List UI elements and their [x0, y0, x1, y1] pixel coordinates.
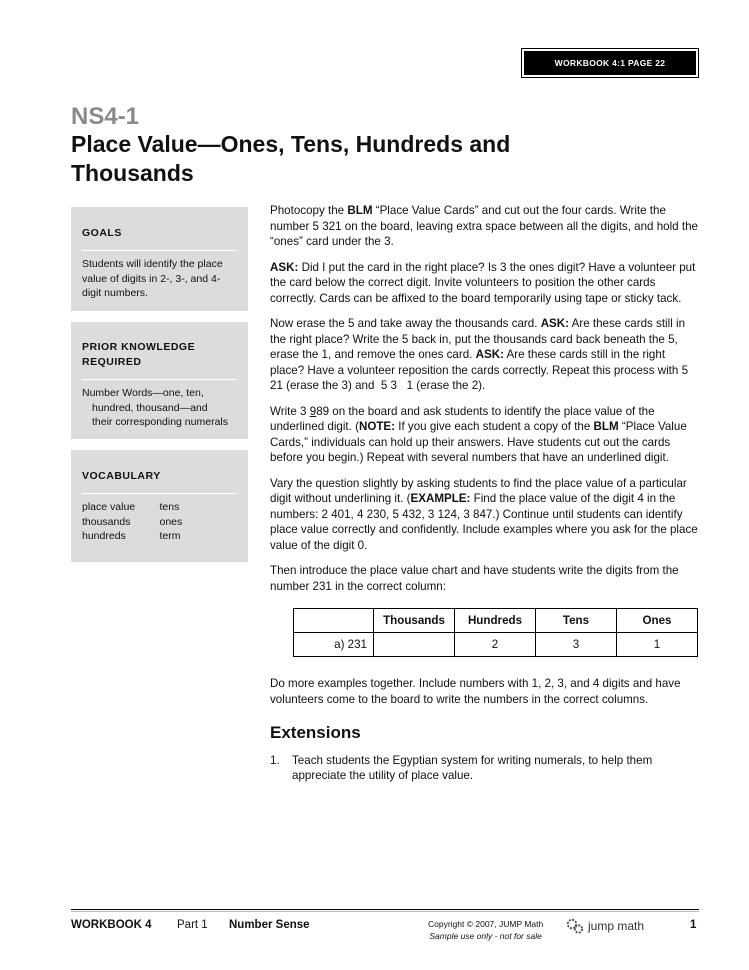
footer-part: Part 1 [177, 919, 208, 931]
jump-math-logo [566, 917, 644, 935]
prior-heading-line-1: PRIOR KNOWLEDGE [82, 341, 196, 353]
extension-item-text: Teach students the Egyptian system for writing numerals, to help them appreciate the utility of place value. [292, 753, 653, 782]
vocabulary-heading: VOCABULARY [82, 469, 237, 494]
main-content [270, 203, 702, 784]
table-row [294, 633, 698, 657]
vocab-term: thousands [82, 515, 131, 528]
sample-use-line: Sample use only - not for sale [429, 931, 542, 941]
logo-text: jump math [588, 919, 645, 933]
place-value-table [293, 608, 698, 657]
gear-logo-icon [566, 917, 584, 935]
paragraph-place-value-chart: Then introduce the place value chart and have students write the digits from the number 231 in the correct column: [270, 564, 679, 593]
vocab-term: tens [159, 501, 180, 513]
footer-divider [71, 909, 699, 910]
prior-knowledge-heading [82, 340, 237, 380]
footer-workbook: WORKBOOK 4 [71, 919, 152, 931]
table-header-cell: Thousands [374, 609, 455, 633]
extensions-heading: Extensions [270, 723, 361, 742]
workbook-page-label: WORKBOOK 4:1 PAGE 22 [524, 51, 696, 75]
workbook-page-badge [521, 48, 699, 78]
copyright-line: Copyright © 2007, JUMP Math [428, 919, 544, 929]
vocab-term: hundreds [82, 530, 126, 542]
table-cell [374, 633, 455, 657]
paragraph-erase: Now erase the 5 and take away the thousands card. ASK: Are these cards still in the right place? Write the 5 back in, put the thousands card back beneath the 5, erase the 1, and remove the ones card. ASK: Are these cards still in the right place? Have a volunteer reposition the cards correctly. Repeat this process with 5 21 (erase the 3) and 5 3 1 (erase the 2). [270, 317, 698, 392]
footer-divider-secondary [71, 911, 699, 912]
extension-item [270, 753, 702, 784]
lesson-code: NS4-1 [71, 103, 140, 130]
lesson-title: Place Value—Ones, Tens, Hundreds and Thousands [71, 131, 511, 186]
prior-line-2: hundred, thousand—and [92, 401, 208, 414]
prior-line-1: Number Words—one, ten, [82, 387, 204, 399]
vocab-term: term [159, 530, 181, 542]
goals-heading: GOALS [82, 226, 237, 251]
vocabulary-column-2 [160, 500, 238, 544]
table-cell: 3 [536, 633, 617, 657]
vocab-term: place value [82, 501, 136, 513]
prior-heading-line-2: REQUIRED [82, 356, 142, 368]
footer-copyright [428, 918, 543, 942]
paragraph-photocopy: Photocopy the BLM “Place Value Cards” and cut out the four cards. Write the number 5 321 on the board, leaving extra space between all the digits, and hold the “ones” card under the 3. [270, 204, 698, 248]
prior-knowledge-box [71, 322, 248, 439]
prior-line-3: their corresponding numerals [92, 416, 228, 428]
footer-section: Number Sense [229, 919, 310, 931]
vocab-term: ones [159, 515, 183, 528]
vocabulary-column-1 [82, 500, 160, 544]
paragraph-ask-card: ASK: Did I put the card in the right place? Is 3 the ones digit? Have a volunteer put the card below the correct digit. Invite volunteers to position the other cards correctly. Cards can be affixed to the board temporarily using tape or sticky tack. [270, 260, 696, 305]
table-header-cell: Tens [536, 609, 617, 633]
table-cell: a) 231 [294, 633, 374, 657]
paragraph-more-examples: Do more examples together. Include numbers with 1, 2, 3, and 4 digits and have volunteers come to the board to write the numbers in the correct columns. [270, 677, 681, 706]
page-number: 1 [690, 919, 697, 931]
table-header-row [294, 609, 698, 633]
table-cell: 2 [455, 633, 536, 657]
paragraph-vary-question: Vary the question slightly by asking students to find the place value of a particular digit without underlining it. (EXAMPLE: Find the place value of the digit 4 in the numbers: 2 401, 4 230, 5 432, 3 124, 3 847.) Continue until students can identify place value correctly and confidently. Include examples where you ask for the place value of the digit 0. [270, 476, 698, 552]
goals-text: Students will identify the place value of digits in 2-, 3-, and 4-digit numbers. [82, 258, 223, 299]
goals-box [71, 207, 248, 311]
table-header-cell: Ones [617, 609, 698, 633]
vocabulary-list [82, 494, 237, 544]
table-header-cell: Hundreds [455, 609, 536, 633]
paragraph-underlined-digit: Write 3 989 on the board and ask students to identify the place value of the underlined digit. (NOTE: If you give each student a copy of the BLM “Place Value Cards,” individuals can hold up their answers. Have students cut out the cards before you begin.) Repeat with several numbers that have an underlined digit. [270, 404, 687, 464]
prior-knowledge-text [82, 380, 237, 430]
table-cell: 1 [617, 633, 698, 657]
table-header-cell [294, 609, 374, 633]
vocabulary-box [71, 450, 248, 562]
extension-item-number: 1. [270, 753, 280, 767]
